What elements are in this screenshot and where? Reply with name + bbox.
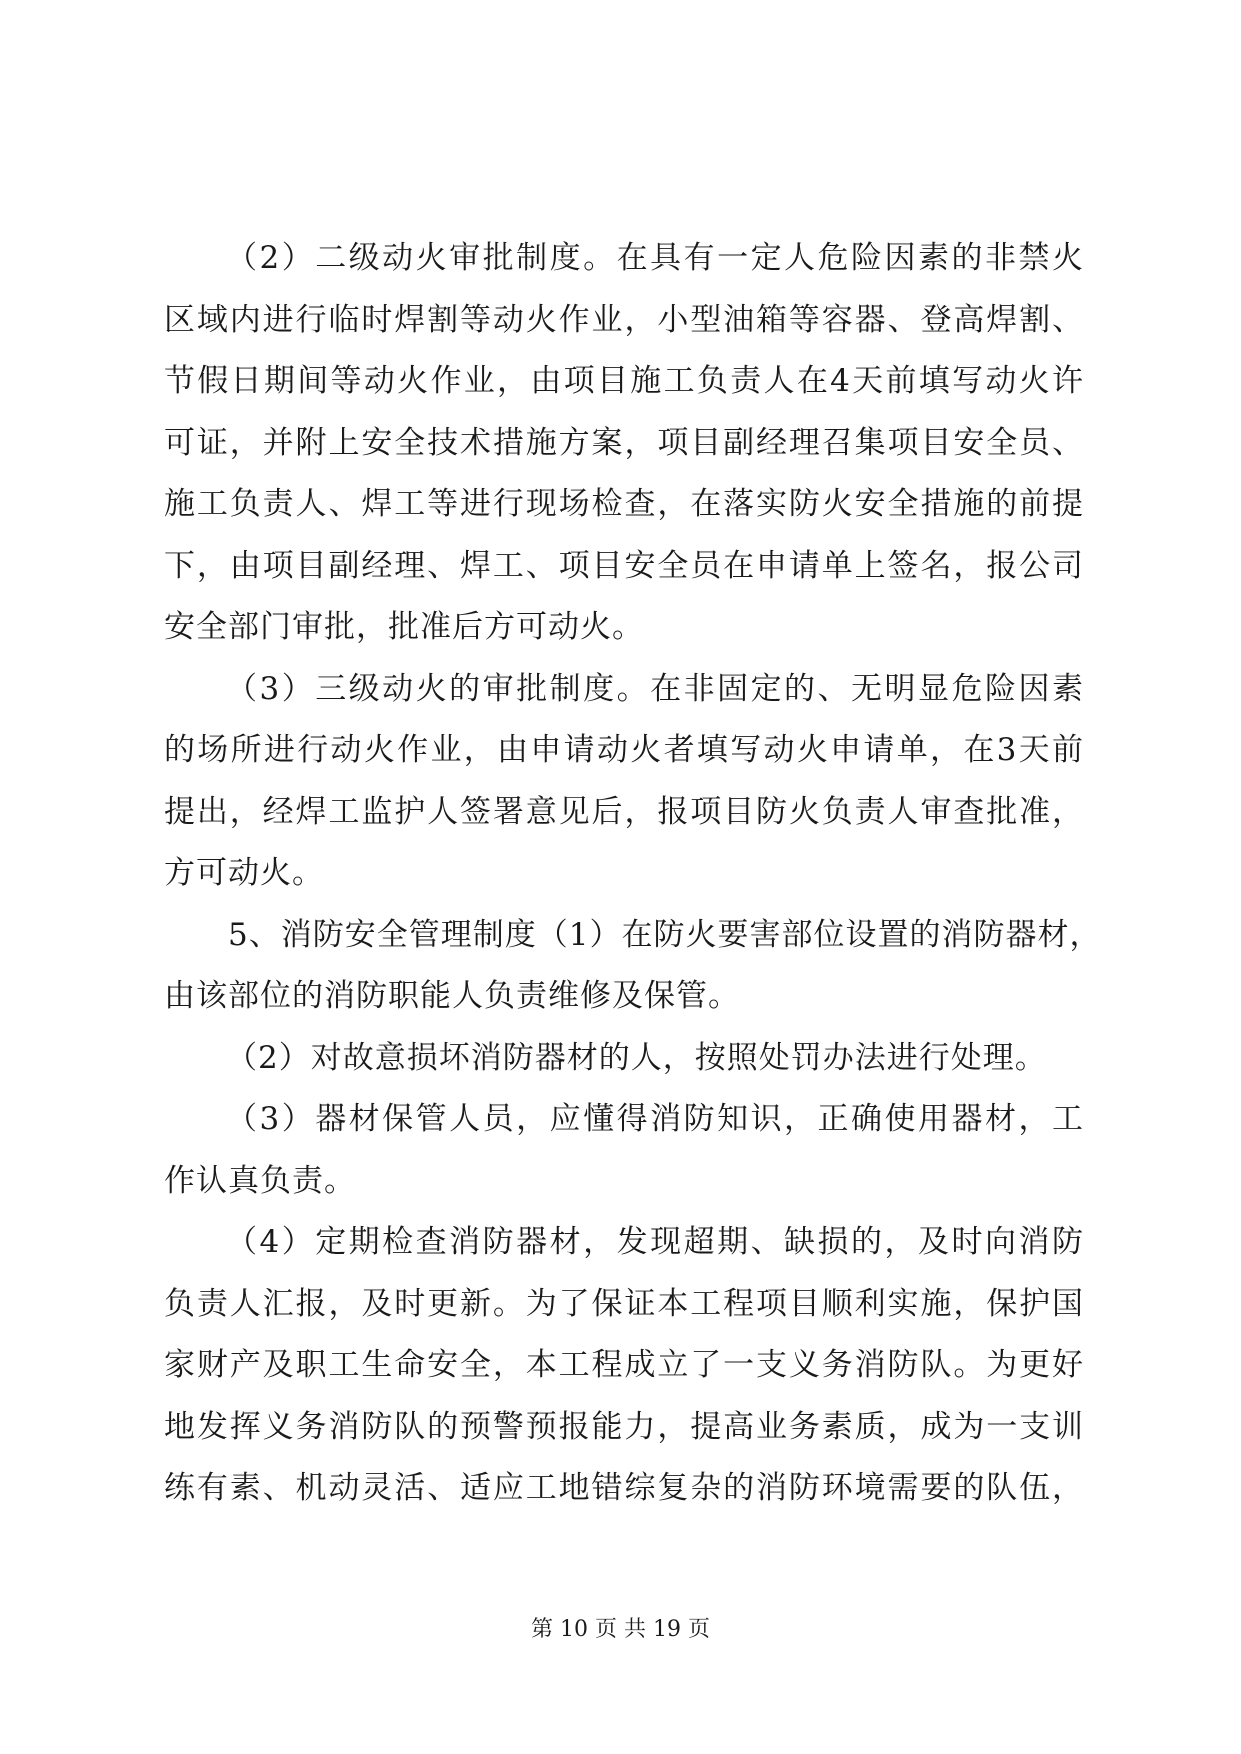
paragraph-line: 的场所进行动火作业，由申请动火者填写动火申请单，在3天前 [164,732,1084,768]
paragraph-line: （4）定期检查消防器材，发现超期、缺损的，及时向消防 [226,1224,1084,1260]
paragraph-line: 由该部位的消防职能人负责维修及保管。 [164,978,740,1014]
paragraph-line: 提出，经焊工监护人签署意见后，报项目防火负责人审查批准， [164,793,1084,830]
paragraph-line: 节假日期间等动火作业，由项目施工负责人在4天前填写动火许 [164,363,1084,399]
paragraph-line: 方可动火。 [164,855,324,891]
paragraph-line: 家财产及职工生命安全，本工程成立了一支义务消防队。为更好 [164,1347,1084,1383]
paragraph-line: 区域内进行临时焊割等动火作业，小型油箱等容器、登高焊割、 [164,301,1084,338]
paragraph-line: 可证，并附上安全技术措施方案，项目副经理召集项目安全员、 [164,424,1084,461]
page-number: 第 10 页 共 19 页 [531,1617,710,1642]
paragraph-line: 作认真负责。 [164,1162,356,1199]
paragraph-line: 5、消防安全管理制度（1）在防火要害部位设置的消防器材， [228,916,1102,953]
page-footer [0,1612,1241,1643]
paragraph-line: （3）器材保管人员，应懂得消防知识，正确使用器材，工 [226,1101,1084,1137]
paragraph-line: 安全部门审批，批准后方可动火。 [164,609,644,645]
body-text [164,228,1102,1520]
paragraph-line: （3）三级动火的审批制度。在非固定的、无明显危险因素 [226,670,1084,707]
paragraph-line: （2）对故意损坏消防器材的人，按照处罚办法进行处理。 [226,1039,1047,1076]
paragraph-line: 施工负责人、焊工等进行现场检查，在落实防火安全措施的前提 [164,486,1084,522]
paragraph-line: 下，由项目副经理、焊工、项目安全员在申请单上签名，报公司 [164,547,1084,584]
paragraph-line: （2）二级动火审批制度。在具有一定人危险因素的非禁火 [226,240,1084,276]
paragraph-line: 地发挥义务消防队的预警预报能力，提高业务素质，成为一支训 [164,1408,1084,1445]
paragraph-line: 练有素、机动灵活、适应工地错综复杂的消防环境需要的队伍， [164,1470,1084,1506]
paragraph-line: 负责人汇报，及时更新。为了保证本工程项目顺利实施，保护国 [164,1285,1084,1322]
